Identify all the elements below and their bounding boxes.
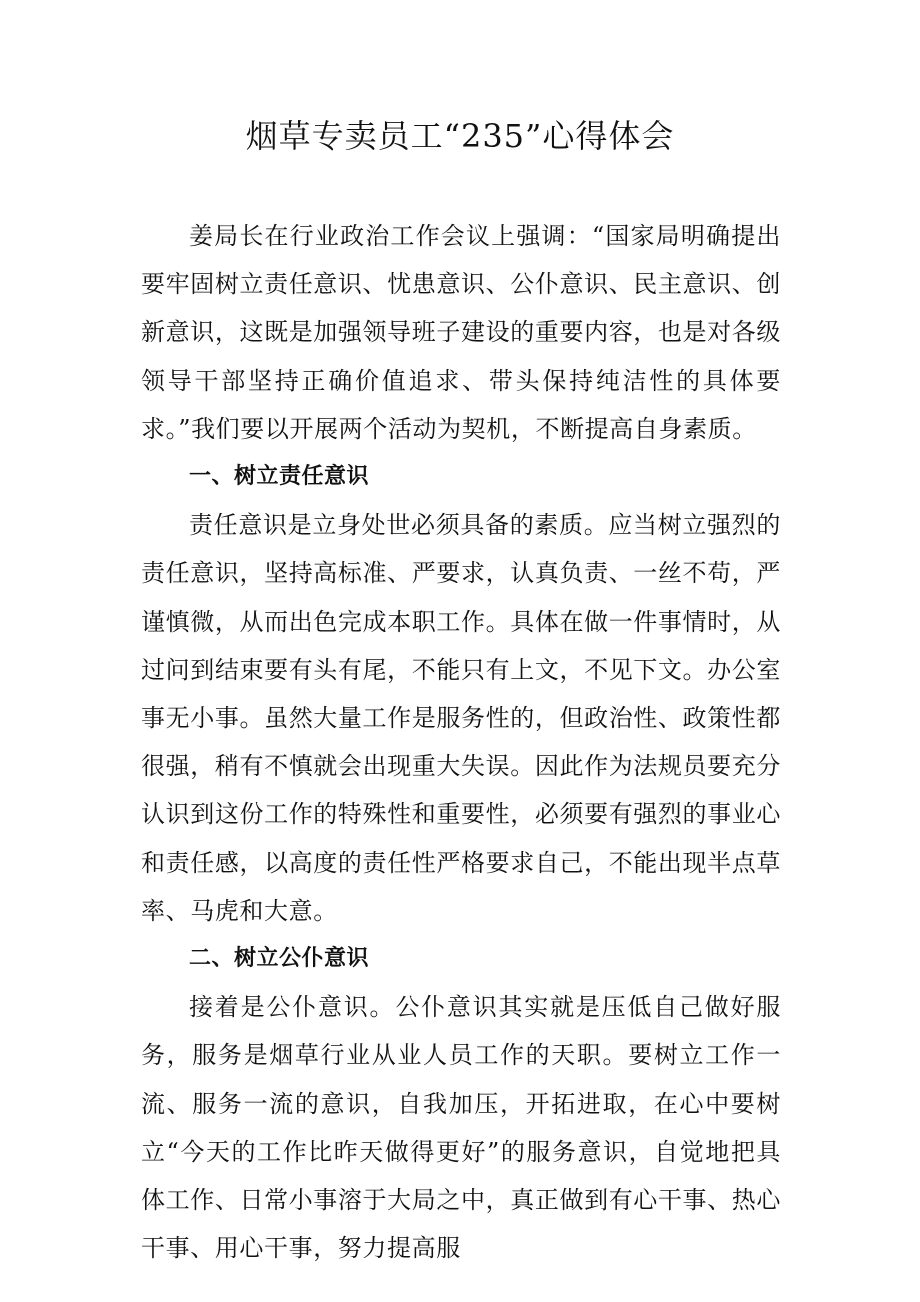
document-title: 烟草专卖员工“235”心得体会 <box>245 117 675 155</box>
intro-paragraph: 姜局长在行业政治工作会议上强调：“国家局明确提出要牢固树立责任意识、忧患意识、公仆意识、民主意识、创新意识，这既是加强领导班子建设的重要内容，也是对各级领导干部坚持正确价值追求、带头保持纯洁性的具体要求。”我们要以开展两个活动为契机，不断提高自身素质。 <box>141 222 781 443</box>
public-servant-paragraph: 接着是公仆意识。公仆意识其实就是压低自己做好服务，服务是烟草行业从业人员工作的天职。要树立工作一流、服务一流的意识，自我加压，开拓进取，在心中要树立“今天的工作比昨天做得更好”的服务意识，自觉地把具体工作、日常小事溶于大局之中，真正做到有心干事、热心干事、用心干事，努力提高服 <box>141 993 781 1263</box>
section-heading-public-servant: 二、树立公仆意识 <box>189 946 370 972</box>
section-heading-responsibility: 一、树立责任意识 <box>189 464 370 490</box>
document-body <box>141 212 781 1272</box>
responsibility-paragraph: 责任意识是立身处世必须具备的素质。应当树立强烈的责任意识，坚持高标准、严要求，认真负责、一丝不苟，严谨慎微，从而出色完成本职工作。具体在做一件事情时，从过问到结束要有头有尾，不能只有上文，不见下文。办公室事无小事。虽然大量工作是服务性的，但政治性、政策性都很强，稍有不慎就会出现重大失误。因此作为法规员要充分认识到这份工作的特殊性和重要性，必须要有强烈的事业心和责任感，以高度的责任性严格要求自己，不能出现半点草率、马虎和大意。 <box>141 511 781 925</box>
